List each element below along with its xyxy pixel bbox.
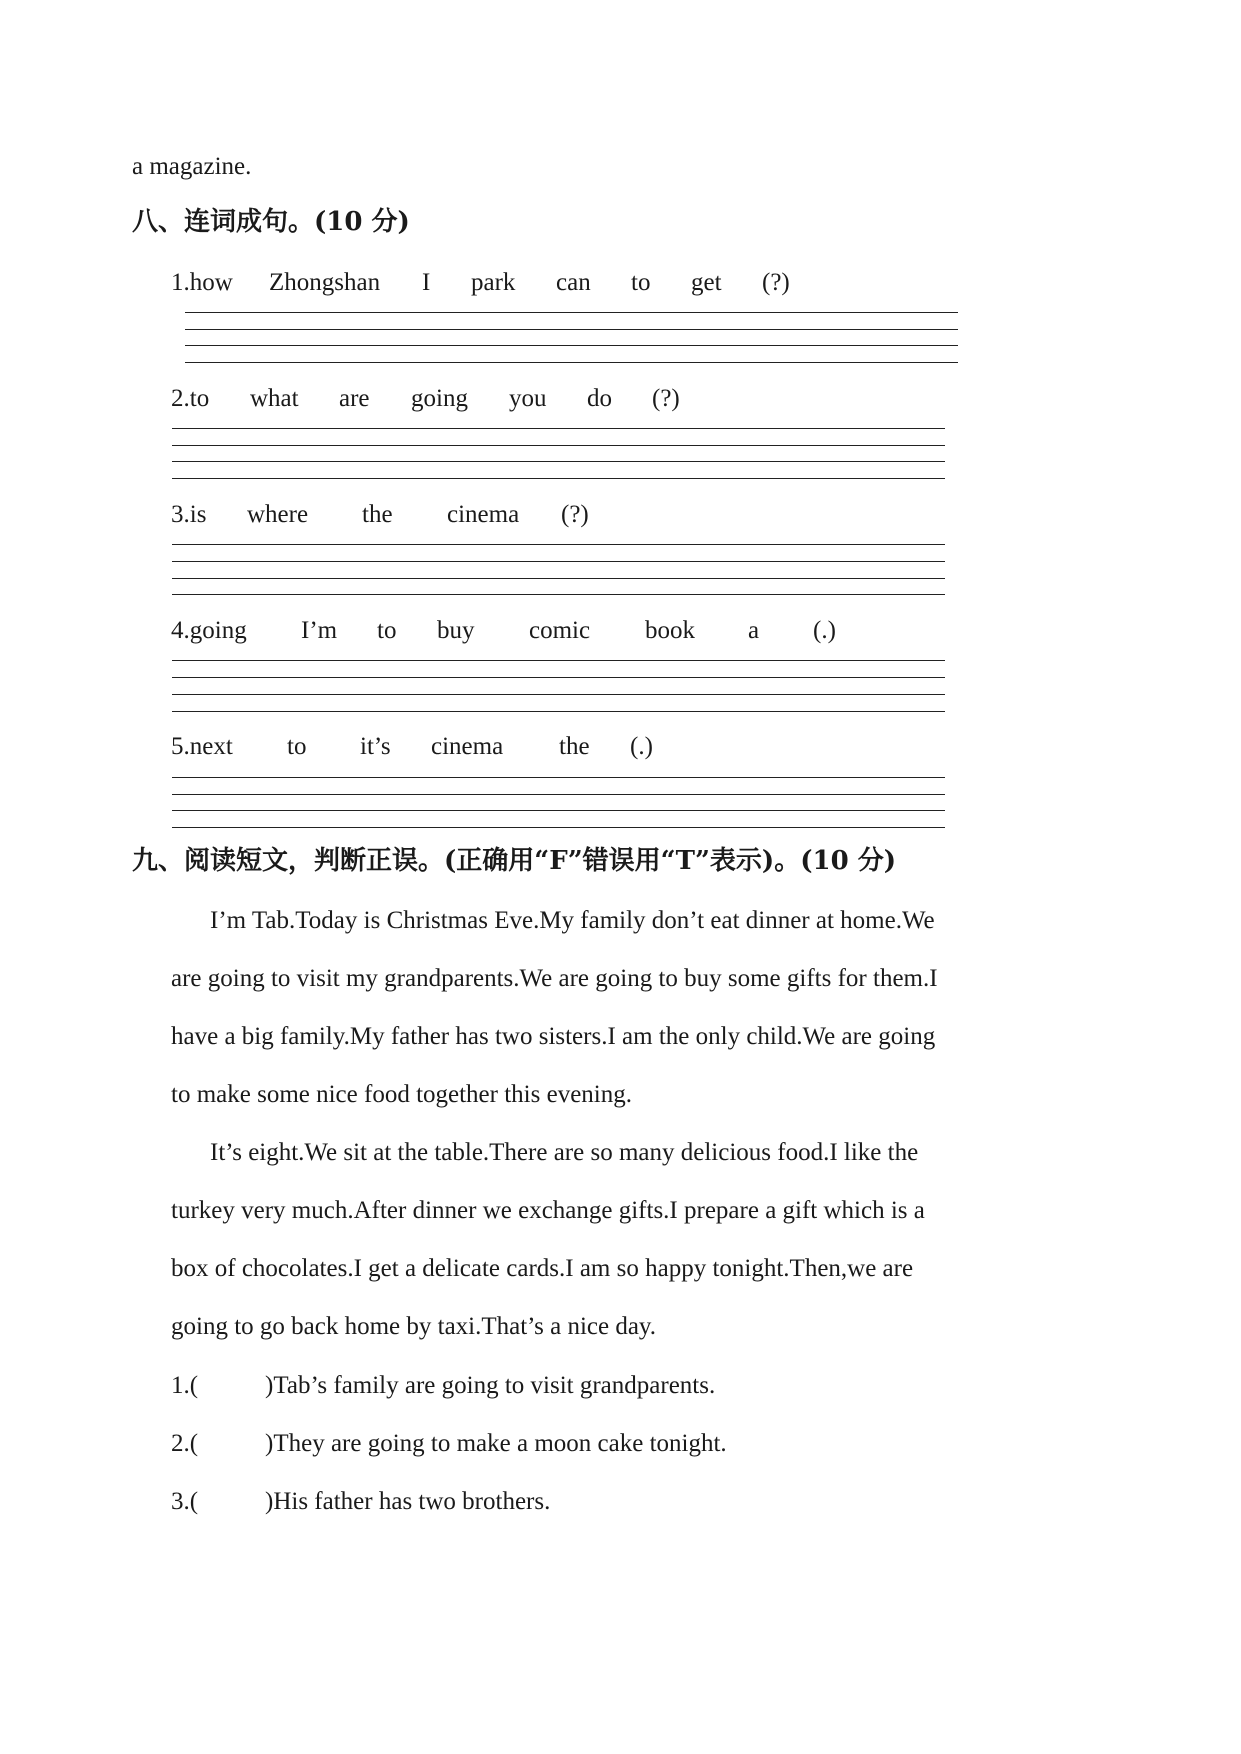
passage-line: box of chocolates.I get a delicate cards.I am so happy tonight.Then,we are — [171, 1255, 914, 1282]
word: to — [377, 617, 397, 644]
word: 2.to — [171, 385, 210, 412]
word: you — [509, 385, 547, 412]
item-number: 1.( — [171, 1372, 199, 1399]
item-number: 2.( — [171, 1430, 199, 1457]
answer-line — [185, 345, 958, 346]
passage-line: turkey very much.After dinner we exchange gifts.I prepare a gift which is a — [171, 1197, 925, 1224]
answer-line — [172, 561, 945, 562]
passage-line: I’m Tab.Today is Christmas Eve.My family don’t eat dinner at home.We — [210, 907, 935, 934]
word: the — [362, 501, 393, 528]
word: going — [411, 385, 468, 412]
passage-line: are going to visit my grandparents.We are going to buy some gifts for them.I — [171, 965, 938, 992]
word: get — [691, 269, 722, 296]
word: (?) — [652, 385, 680, 412]
word: I’m — [301, 617, 338, 644]
answer-line — [185, 362, 958, 363]
item-text: )They are going to make a moon cake tonight. — [265, 1430, 727, 1457]
word: to — [631, 269, 651, 296]
answer-line — [172, 428, 945, 429]
passage-line: going to go back home by taxi.That’s a nice day. — [171, 1313, 657, 1340]
answer-line — [172, 810, 945, 811]
word: 5.next — [171, 733, 233, 760]
item-text: )Tab’s family are going to visit grandparents. — [265, 1372, 716, 1399]
answer-line — [172, 544, 945, 545]
answer-line — [185, 312, 958, 313]
word: what — [250, 385, 299, 412]
word: (?) — [762, 269, 790, 296]
word: the — [559, 733, 590, 760]
word: park — [471, 269, 516, 296]
word: are — [339, 385, 370, 412]
passage-line: have a big family.My father has two sisters.I am the only child.We are going — [171, 1023, 936, 1050]
word: buy — [437, 617, 475, 644]
word: (?) — [561, 501, 589, 528]
answer-line — [185, 329, 958, 330]
passage-line: to make some nice food together this evening. — [171, 1081, 632, 1108]
word: comic — [529, 617, 591, 644]
word: (.) — [630, 733, 653, 760]
answer-line — [172, 445, 945, 446]
section-9-title: 九、阅读短文，判断正误。(正确用“F”错误用“T”表示)。(10 分) — [132, 846, 897, 876]
answer-line — [172, 578, 945, 579]
item-number: 3.( — [171, 1488, 199, 1515]
answer-line — [172, 461, 945, 462]
word: can — [556, 269, 591, 296]
answer-line — [172, 711, 945, 712]
word: a — [748, 617, 760, 644]
carryover-text: a magazine. — [132, 153, 252, 180]
passage-line: It’s eight.We sit at the table.There are so many delicious food.I like the — [210, 1139, 919, 1166]
word: (.) — [813, 617, 836, 644]
word: where — [247, 501, 309, 528]
word: cinema — [447, 501, 520, 528]
section-8-title: 八、连词成句。(10 分) — [132, 207, 410, 237]
word: it’s — [360, 733, 391, 760]
answer-line — [172, 777, 945, 778]
answer-line — [172, 594, 945, 595]
answer-line — [172, 677, 945, 678]
word: 3.is — [171, 501, 207, 528]
answer-line — [172, 694, 945, 695]
word: do — [587, 385, 612, 412]
word: 4.going — [171, 617, 247, 644]
word: to — [287, 733, 307, 760]
answer-line — [172, 660, 945, 661]
word: book — [645, 617, 695, 644]
answer-line — [172, 794, 945, 795]
item-text: )His father has two brothers. — [265, 1488, 551, 1515]
word: cinema — [431, 733, 504, 760]
word: Zhongshan — [269, 269, 381, 296]
answer-line — [172, 478, 945, 479]
word: 1.how — [171, 269, 233, 296]
answer-line — [172, 827, 945, 828]
word: I — [422, 269, 431, 296]
